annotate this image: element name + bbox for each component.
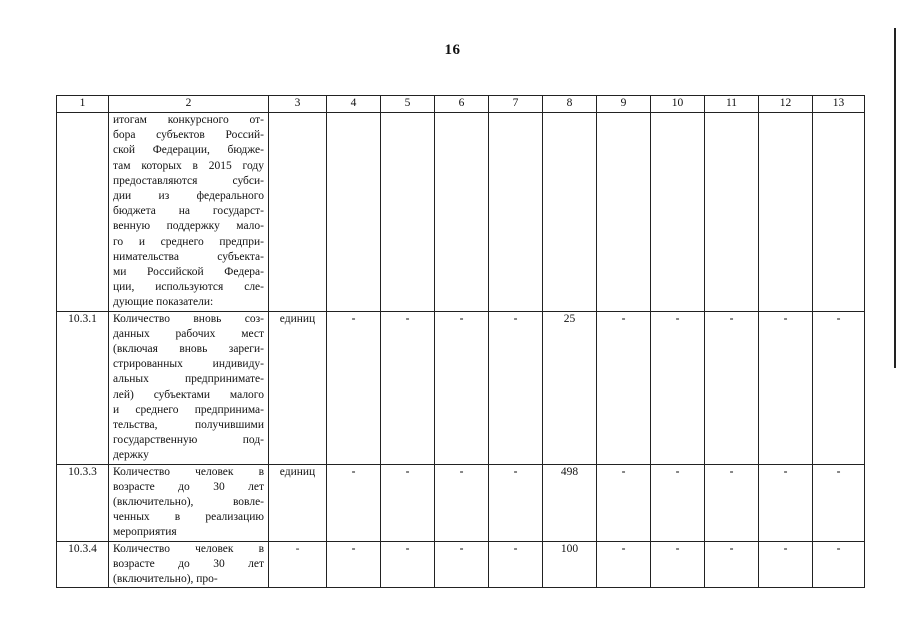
value-cell: -	[597, 541, 651, 588]
value-cell	[489, 113, 543, 312]
indicator-description	[109, 541, 269, 588]
description-line: венную поддержку мало-	[113, 220, 264, 233]
indicator-table	[56, 95, 865, 588]
description-line: (включительно), про-	[113, 573, 218, 586]
value-cell: -	[489, 541, 543, 588]
value-cell: -	[597, 464, 651, 541]
description-line: лей) субъектами малого	[113, 388, 264, 401]
value-cell: -	[435, 541, 489, 588]
value-cell: -	[381, 311, 435, 464]
description-line: ской Федерации, бюдже-	[113, 144, 264, 157]
unit-cell	[269, 113, 327, 312]
description-line: возрасте до 30 лет	[113, 480, 264, 493]
table-row	[57, 113, 865, 312]
value-cell: -	[651, 464, 705, 541]
column-header: 9	[597, 96, 651, 113]
description-line: стрированных индивиду-	[113, 358, 264, 371]
unit-cell: единиц	[269, 311, 327, 464]
indicator-code: 10.3.3	[57, 464, 109, 541]
column-header: 6	[435, 96, 489, 113]
value-cell	[813, 113, 865, 312]
value-cell	[435, 113, 489, 312]
description-line: держку	[113, 449, 149, 462]
value-cell: -	[327, 464, 381, 541]
value-cell: -	[327, 541, 381, 588]
value-cell	[597, 113, 651, 312]
value-cell: -	[597, 311, 651, 464]
description-line: государственную под-	[113, 434, 264, 447]
indicator-code: 10.3.1	[57, 311, 109, 464]
value-cell: 498	[543, 464, 597, 541]
column-header: 3	[269, 96, 327, 113]
value-cell: -	[705, 541, 759, 588]
table-row	[57, 311, 865, 464]
unit-cell: -	[269, 541, 327, 588]
column-header: 1	[57, 96, 109, 113]
description-line: бора субъектов Россий-	[113, 129, 264, 142]
value-cell	[327, 113, 381, 312]
description-line: Количество вновь соз-	[113, 312, 264, 325]
value-cell: 100	[543, 541, 597, 588]
description-line: и среднего предпринима-	[113, 403, 264, 416]
column-header: 11	[705, 96, 759, 113]
column-header: 2	[109, 96, 269, 113]
column-header: 8	[543, 96, 597, 113]
description-line: Количество человек в	[113, 465, 264, 478]
value-cell: 25	[543, 311, 597, 464]
description-line: мероприятия	[113, 526, 177, 539]
description-line: Количество человек в	[113, 542, 264, 555]
value-cell: -	[759, 311, 813, 464]
column-header: 7	[489, 96, 543, 113]
description-line: ми Российской Федера-	[113, 266, 264, 279]
value-cell: -	[381, 541, 435, 588]
description-line: (включая вновь зареги-	[113, 343, 264, 356]
value-cell: -	[381, 464, 435, 541]
value-cell: -	[759, 464, 813, 541]
column-header: 12	[759, 96, 813, 113]
value-cell	[705, 113, 759, 312]
value-cell: -	[651, 541, 705, 588]
value-cell: -	[813, 464, 865, 541]
table-row	[57, 541, 865, 588]
value-cell	[381, 113, 435, 312]
value-cell: -	[813, 311, 865, 464]
description-line: альных предпринимате-	[113, 373, 264, 386]
description-line: ции, используются сле-	[113, 281, 264, 294]
indicator-code	[57, 113, 109, 312]
description-line: тельства, получившими	[113, 419, 264, 432]
value-cell: -	[489, 464, 543, 541]
indicator-description	[109, 311, 269, 464]
description-line: предоставляются субси-	[113, 174, 264, 187]
unit-cell: единиц	[269, 464, 327, 541]
value-cell	[543, 113, 597, 312]
description-line: го и среднего предпри-	[113, 235, 264, 248]
value-cell: -	[435, 311, 489, 464]
description-line: возрасте до 30 лет	[113, 557, 264, 570]
column-header: 5	[381, 96, 435, 113]
value-cell: -	[705, 464, 759, 541]
description-line: данных рабочих мест	[113, 327, 264, 340]
column-header: 4	[327, 96, 381, 113]
description-line: нимательства субъекта-	[113, 250, 264, 263]
description-line: бюджета на государст-	[113, 205, 264, 218]
value-cell: -	[813, 541, 865, 588]
value-cell: -	[489, 311, 543, 464]
value-cell: -	[759, 541, 813, 588]
description-line: дии из федерального	[113, 190, 264, 203]
indicator-description	[109, 113, 269, 312]
page-number: 16	[444, 42, 461, 58]
value-cell: -	[705, 311, 759, 464]
column-number-row	[57, 96, 865, 113]
description-line: там которых в 2015 году	[113, 159, 264, 172]
description-line: итогам конкурсного от-	[113, 114, 264, 126]
description-line: ченных в реализацию	[113, 511, 264, 524]
value-cell	[759, 113, 813, 312]
description-line: (включительно), вовле-	[113, 496, 264, 509]
value-cell	[651, 113, 705, 312]
margin-rule	[894, 28, 896, 368]
table-row	[57, 464, 865, 541]
column-header: 10	[651, 96, 705, 113]
value-cell: -	[435, 464, 489, 541]
value-cell: -	[651, 311, 705, 464]
column-header: 13	[813, 96, 865, 113]
indicator-description	[109, 464, 269, 541]
value-cell: -	[327, 311, 381, 464]
description-line: дующие показатели:	[113, 296, 214, 309]
indicator-code: 10.3.4	[57, 541, 109, 588]
